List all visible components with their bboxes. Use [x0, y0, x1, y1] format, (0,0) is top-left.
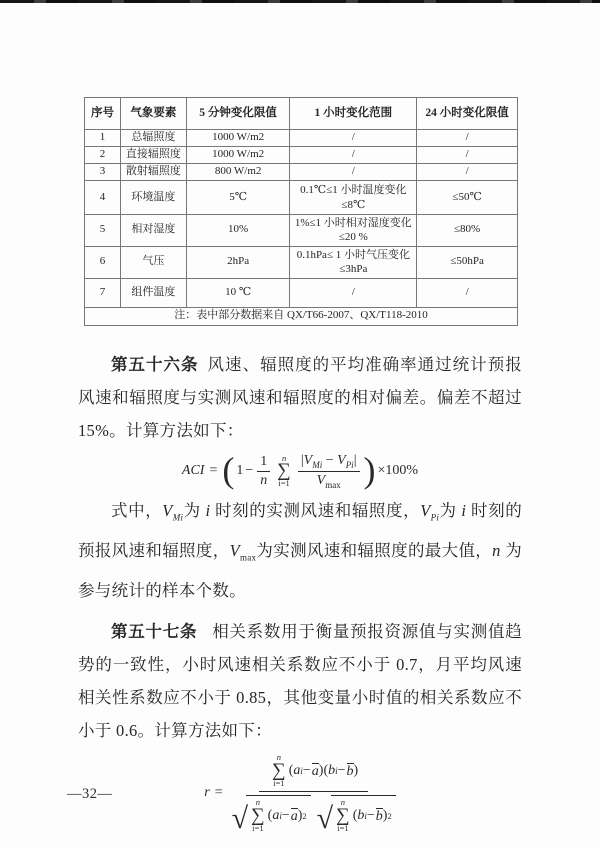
fraction-deviation	[298, 453, 360, 490]
paragraph-article-56	[78, 348, 522, 447]
cell-line-1: 0.1℃≤1 小时温度变化	[300, 184, 407, 197]
table-note-row	[85, 307, 518, 325]
cell-24hour: /	[417, 147, 518, 164]
cell-element: 气压	[120, 246, 186, 278]
open-paren: (	[222, 450, 235, 491]
cell-5min: 800 W/m2	[186, 164, 290, 181]
cell-seq: 4	[85, 181, 121, 215]
table-row	[85, 181, 518, 215]
product-term: ( a i − a )( b i − b )	[288, 762, 359, 779]
cell-5min: 1000 W/m2	[186, 130, 290, 147]
cell-5min: 5℃	[186, 181, 290, 215]
cell-element: 总辐照度	[120, 130, 186, 147]
numerator: 1	[257, 454, 270, 472]
sum-upper-limit: n	[281, 452, 287, 463]
cell-24hour: ≤80%	[417, 215, 518, 247]
cell-5min: 1000 W/m2	[186, 147, 290, 164]
cell-seq: 3	[85, 164, 121, 181]
table-row	[85, 147, 518, 164]
cell-24hour: /	[417, 130, 518, 147]
cell-line-2: ≤8℃	[341, 198, 366, 211]
cell-element: 环境温度	[120, 181, 186, 215]
equals-sign: =	[209, 463, 218, 479]
numerator: $|V_{Mi} - V_{Pi}|$	[298, 453, 360, 472]
cell-line-1: 0.1hPa≤ 1 小时气压变化	[296, 248, 410, 261]
times-100-percent: ×100%	[377, 463, 419, 479]
cell-24hour: /	[417, 164, 518, 181]
equals-sign: =	[214, 785, 223, 801]
paragraph-formula-explanation: 式中，$V_{Mi}$为 i 时刻的实测风速和辐照度，$V_{Pi}$为 i 时刻的预报风速和辐照度，$V_{max}$为实测风速和辐照度的最大值，n 为参与统计的样本个数。	[78, 500, 522, 601]
meteorological-change-limits-table	[84, 97, 518, 326]
table-row	[85, 164, 518, 181]
cell-24hour: ≤50℃	[417, 181, 518, 215]
page-content	[78, 97, 522, 833]
cell-1hour	[290, 246, 417, 278]
col-header-5min: 5 分钟变化限值	[186, 98, 290, 130]
cell-seq: 6	[85, 246, 121, 278]
cell-seq: 1	[85, 130, 121, 147]
cell-24hour: /	[417, 278, 518, 307]
formula-aci	[78, 450, 522, 491]
numerator	[259, 753, 368, 792]
cell-element: 散射辐照度	[120, 164, 186, 181]
cell-line-1: 1%≤1 小时相对湿度变化	[294, 217, 412, 229]
close-paren: )	[363, 450, 376, 491]
denominator: $V_{max}$	[316, 472, 341, 490]
summation-symbol: n ∑ i=1	[336, 797, 350, 833]
cell-seq: 5	[85, 215, 121, 247]
col-header-1hour: 1 小时变化范围	[290, 98, 417, 130]
cell-1hour: /	[290, 164, 417, 181]
table-header-row	[85, 98, 518, 130]
col-header-seq: 序号	[85, 98, 121, 130]
cell-1hour: /	[290, 278, 417, 307]
sum-lower-limit: i=1	[278, 478, 290, 489]
square-root-b: √ n ∑ i=1 ( b i − b ) 2	[317, 795, 396, 833]
article-57-heading: 第五十七条	[111, 622, 198, 642]
article-56-text: 风速、辐照度的平均准确率通过统计预报风速和辐照度与实测风速和辐照度的相对偏差。偏差不超过 15%。计算方法如下：	[78, 354, 522, 440]
square-root-a: √ n ∑ i=1 ( a i − a ) 2	[232, 795, 311, 833]
table-row	[85, 278, 518, 307]
paragraph-article-57	[78, 615, 522, 747]
cell-line-2: ≤3hPa	[339, 263, 368, 276]
cell-seq: 7	[85, 278, 121, 307]
cell-element: 相对湿度	[120, 215, 186, 247]
summation-symbol: n ∑ i=1	[272, 752, 286, 788]
denominator: n	[260, 472, 268, 488]
table-row	[85, 246, 518, 278]
cell-5min: 10%	[186, 215, 290, 247]
scan-edge-artifact	[0, 0, 600, 3]
cell-5min: 2hPa	[186, 246, 290, 278]
cell-line-2: ≤20 %	[338, 231, 368, 244]
article-57-text: 相关系数用于衡量预报资源值与实测值趋势的一致性，小时风速相关系数应不小于 0.7，月平均风速相关性系数应不小于 0.85，其他变量小时值的相关系数应不小于 0.6。计算方法如下：	[78, 622, 523, 741]
col-header-24hour: 24 小时变化限值	[417, 98, 518, 130]
cell-1hour	[290, 181, 417, 215]
table-row	[85, 215, 518, 247]
cell-1hour: /	[290, 130, 417, 147]
cell-element: 直接辐照度	[120, 147, 186, 164]
formula-lhs: ACI	[181, 463, 205, 479]
minus-sign: −	[245, 463, 254, 479]
constant-one: 1	[236, 463, 244, 479]
main-fraction	[232, 753, 396, 833]
page-number: —32—	[67, 786, 113, 802]
formula-lhs: r	[204, 785, 210, 801]
cell-24hour: ≤50hPa	[417, 246, 518, 278]
fraction-1-over-n	[257, 454, 270, 489]
cell-element: 组件温度	[120, 278, 186, 307]
table-note: 注：表中部分数据来自 QX/T66-2007、QX/T118-2010	[85, 307, 518, 325]
article-56-heading: 第五十六条	[111, 354, 199, 374]
table-row	[85, 130, 518, 147]
summation-symbol: n ∑ i=1	[251, 797, 265, 833]
sigma: ∑	[277, 460, 291, 482]
denominator	[232, 792, 396, 833]
cell-seq: 2	[85, 147, 121, 164]
cell-1hour: /	[290, 147, 417, 164]
summation-symbol	[277, 454, 291, 489]
col-header-element: 气象要素	[120, 98, 186, 130]
formula-correlation-coefficient	[78, 753, 522, 833]
cell-5min: 10 ℃	[186, 278, 290, 307]
cell-1hour	[290, 215, 417, 247]
